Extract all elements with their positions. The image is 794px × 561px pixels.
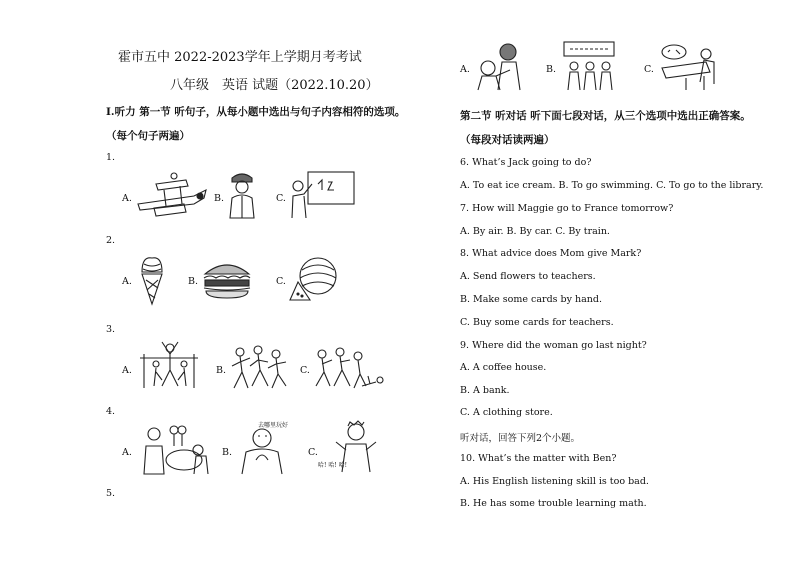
listening-line: 6. What’s Jack going to do? [460, 157, 592, 168]
ice-cream-icon [138, 254, 166, 306]
pilot-icon [226, 170, 258, 220]
listening-line: C. Buy some cards for teachers. [460, 317, 614, 328]
option-label: B. [188, 276, 199, 287]
listening-line: A. His English listening skill is too bad. [460, 476, 649, 487]
teacher-blackboard-icon [288, 170, 356, 220]
option-label: C. [308, 447, 318, 458]
option-label: B. [546, 64, 557, 75]
listening-line: B. Make some cards by hand. [460, 294, 603, 305]
question-number: 5. [106, 488, 116, 499]
listening-line: B. A bank. [460, 385, 510, 396]
part2-heading: 第二节 听对话 听下面七段对话，从三个选项中选出正确答案。 [460, 110, 751, 122]
option-label: B. [214, 193, 225, 204]
part2-note: （每段对话读两遍） [460, 134, 555, 146]
listening-line: A. Send flowers to teachers. [460, 271, 596, 282]
option-label: A. [122, 276, 132, 287]
listening-line: B. He has some trouble learning math. [460, 498, 647, 509]
listening-line: 8. What advice does Mom give Mark? [460, 248, 642, 259]
option-label: C. [276, 276, 286, 287]
runners-icon [228, 344, 290, 390]
question-number: 3. [106, 324, 116, 335]
listening-line: A. By air. B. By car. C. By train. [460, 226, 610, 237]
runners-fall-icon [312, 346, 384, 390]
thought-text: 去哪里玩好 [258, 422, 289, 429]
race-finish-icon [138, 340, 200, 390]
part1-note: （每个句子两遍） [106, 130, 190, 142]
classroom-board-icon [560, 40, 618, 94]
option-label: A. [460, 64, 470, 75]
listening-line: C. A clothing store. [460, 407, 553, 418]
student-writing-icon [656, 42, 718, 92]
option-label: C. [644, 64, 654, 75]
people-group-icon [140, 424, 212, 476]
listening-line: 听对话，回答下列2个小题。 [460, 433, 581, 444]
listening-line: A. A coffee house. [460, 362, 547, 373]
option-label: A. [122, 193, 132, 204]
listening-line: 10. What’s the matter with Ben? [460, 453, 617, 464]
option-label: A. [122, 365, 132, 376]
question-number: 1. [106, 152, 116, 163]
watermelon-icon [288, 256, 344, 302]
listening-line: 9. Where did the woman go last night? [460, 340, 647, 351]
option-label: B. [216, 365, 227, 376]
exam-title-line2: 八年级 英语 试题（2022.10.20） [170, 78, 379, 93]
hamburger-icon [202, 258, 252, 300]
sneeze-text: 哈! 哈! 哈! [318, 462, 348, 469]
listening-line: A. To eat ice cream. B. To go swimming. C. To go to the library. [460, 180, 764, 191]
question-number: 2. [106, 235, 116, 246]
airplane-icon [134, 174, 210, 218]
option-label: A. [122, 447, 132, 458]
listening-line: 7. How will Maggie go to France tomorrow? [460, 203, 674, 214]
option-label: C. [276, 193, 286, 204]
exam-title-line1: 霍市五中 2022-2023学年上学期月考考试 [118, 50, 362, 65]
question-number: 4. [106, 406, 116, 417]
part1-heading: Ⅰ.听力 第一节 听句子，从每小题中选出与句子内容相符的选项。 [106, 106, 406, 118]
option-label: C. [300, 365, 310, 376]
option-label: B. [222, 447, 233, 458]
hug-couple-icon [472, 42, 530, 92]
